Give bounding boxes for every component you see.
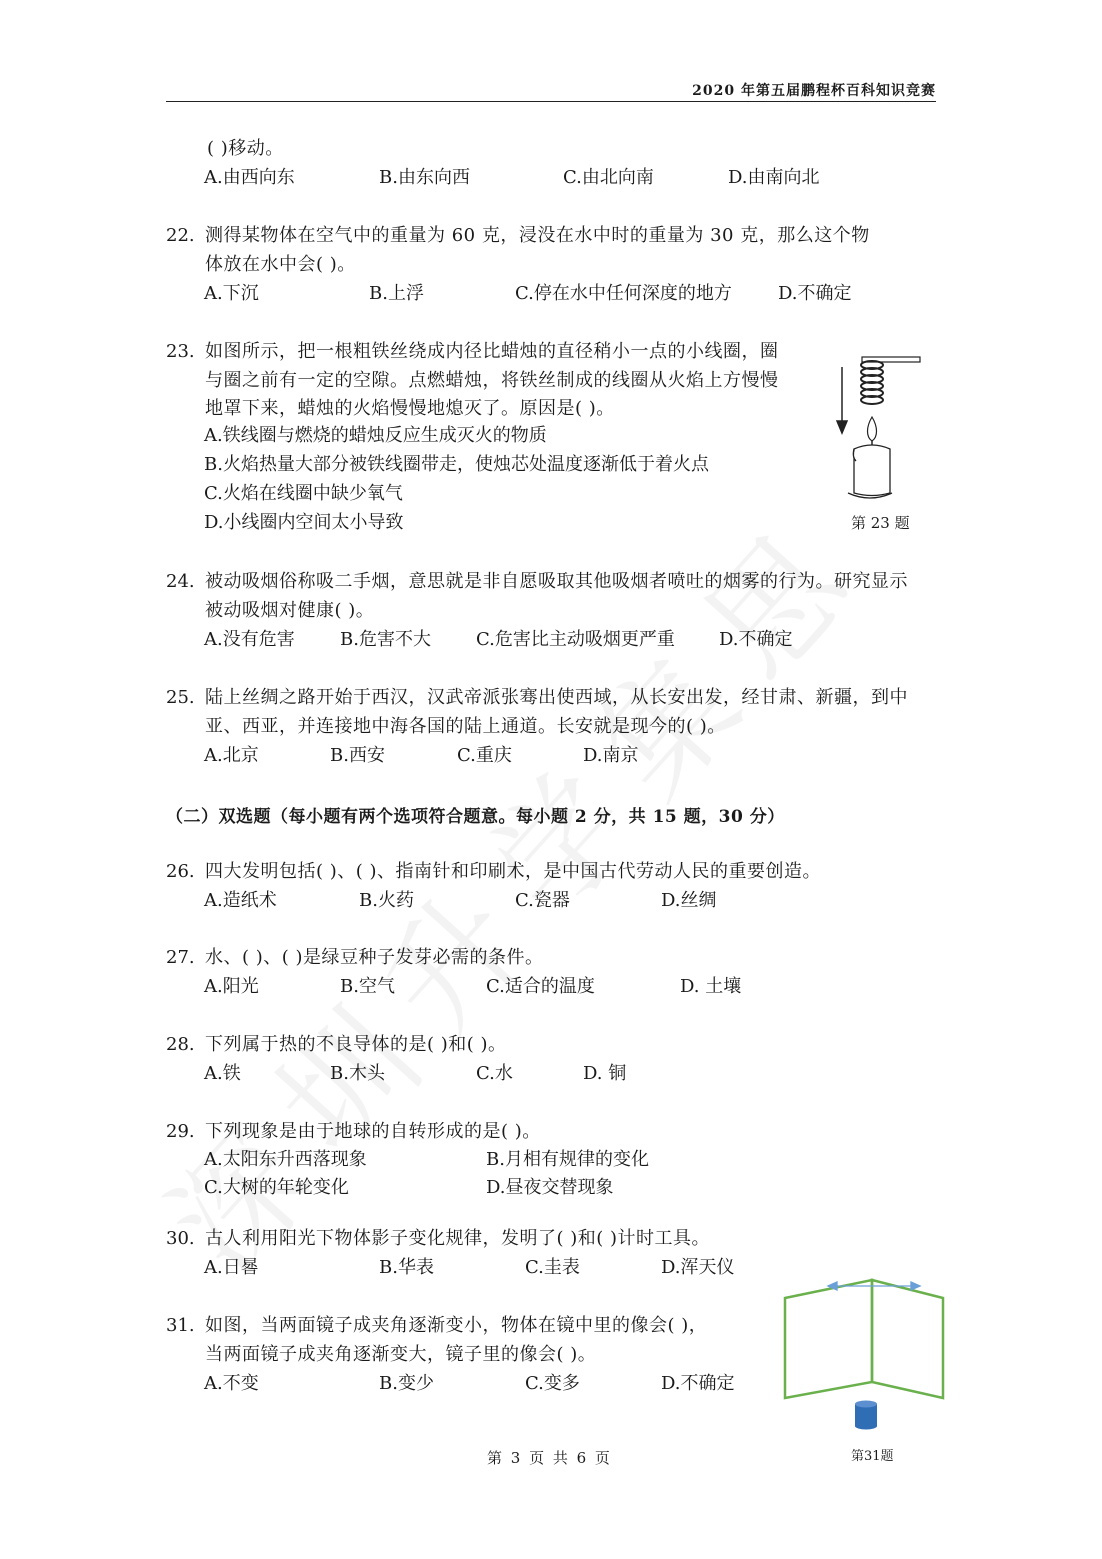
q23-option-d: D.小线圈内空间太小导致 [204, 512, 404, 533]
q22-number: 22. [166, 225, 195, 246]
q29-option-c: C.大树的年轮变化 [204, 1177, 349, 1198]
q27-line-1: 水、( )、( )是绿豆种子发芽必需的条件。 [205, 947, 544, 968]
q31-option-b: B.变少 [379, 1373, 434, 1394]
q22-option-a: A.下沉 [204, 283, 259, 304]
q25-option-c: C.重庆 [457, 745, 512, 766]
q31-figure-caption: 第31题 [851, 1449, 894, 1464]
q25-number: 25. [166, 687, 195, 708]
q23-option-a: A.铁线圈与燃烧的蜡烛反应生成灭火的物质 [204, 425, 547, 446]
header-title: 2020 年第五届鹏程杯百科知识竞赛 [692, 83, 936, 99]
q31-line-1: 如图，当两面镜子成夹角逐渐变小，物体在镜中里的像会( )， [205, 1315, 708, 1336]
candle-coil-figure [830, 345, 930, 505]
section-heading-double-choice: （二）双选题（每小题有两个选项符合题意。每小题 2 分，共 15 题，30 分） [166, 807, 785, 827]
q24-option-a: A.没有危害 [204, 629, 295, 650]
q28-option-c: C.水 [476, 1063, 513, 1084]
q29-option-b: B.月相有规律的变化 [486, 1149, 649, 1170]
q28-option-b: B.木头 [330, 1063, 385, 1084]
q24-option-d: D.不确定 [719, 629, 793, 650]
q27-option-c: C.适合的温度 [486, 976, 595, 997]
q21-line: ( )移动。 [207, 138, 284, 159]
q31-option-a: A.不变 [204, 1373, 259, 1394]
q28-option-d: D. 铜 [583, 1063, 627, 1084]
q25-line-1: 陆上丝绸之路开始于西汉，汉武帝派张骞出使西域，从长安出发，经甘肃、新疆，到中 [205, 687, 908, 708]
q26-option-a: A.造纸术 [204, 890, 277, 911]
q30-option-a: A.日晷 [204, 1257, 259, 1278]
candle-flame [868, 417, 877, 447]
candle-body [848, 445, 892, 498]
q21-option-a: A.由西向东 [204, 167, 295, 188]
q24-option-c: C.危害比主动吸烟更严重 [476, 629, 675, 650]
q29-line-1: 下列现象是由于地球的自转形成的是( )。 [205, 1121, 541, 1142]
q30-option-b: B.华表 [379, 1257, 434, 1278]
object-cylinder [855, 1401, 877, 1430]
q25-line-2: 亚、西亚，并连接地中海各国的陆上通道。长安就是现今的( )。 [205, 716, 726, 737]
q28-number: 28. [166, 1034, 195, 1055]
q30-number: 30. [166, 1228, 195, 1249]
q31-line-2: 当两面镜子成夹角逐渐变大，镜子里的像会( )。 [205, 1344, 597, 1365]
right-mirror [872, 1280, 943, 1398]
q28-option-a: A.铁 [204, 1063, 241, 1084]
q24-option-b: B.危害不大 [340, 629, 431, 650]
left-mirror [785, 1280, 872, 1398]
q24-line-2: 被动吸烟对健康( )。 [205, 600, 375, 621]
q31-option-c: C.变多 [525, 1373, 580, 1394]
q23-figure-caption: 第 23 题 [851, 514, 910, 532]
q30-option-c: C.圭表 [525, 1257, 580, 1278]
q26-line-1: 四大发明包括( )、( )、指南针和印刷术，是中国古代劳动人民的重要创造。 [205, 861, 822, 882]
wire-coil [861, 361, 883, 404]
header-rule [166, 101, 936, 102]
q29-option-a: A.太阳东升西落现象 [204, 1149, 367, 1170]
q25-option-b: B.西安 [330, 745, 385, 766]
q25-option-a: A.北京 [204, 745, 259, 766]
down-arrow [837, 367, 847, 433]
q26-option-c: C.瓷器 [515, 890, 570, 911]
q27-option-a: A.阳光 [204, 976, 259, 997]
q27-option-d: D. 土壤 [680, 976, 742, 997]
q23-option-c: C.火焰在线圈中缺少氧气 [204, 483, 403, 504]
q27-number: 27. [166, 947, 195, 968]
q23-number: 23. [166, 341, 195, 362]
q28-line-1: 下列属于热的不良导体的是( )和( )。 [205, 1034, 507, 1055]
q21-option-d: D.由南向北 [728, 167, 820, 188]
q26-number: 26. [166, 861, 195, 882]
q21-option-c: C.由北向南 [563, 167, 654, 188]
q23-line-3: 地罩下来，蜡烛的火焰慢慢地熄灭了。原因是( )。 [205, 398, 615, 419]
q30-line-1: 古人利用阳光下物体影子变化规律，发明了( )和( )计时工具。 [205, 1228, 711, 1249]
q22-line-1: 测得某物体在空气中的重量为 60 克，浸没在水中时的重量为 30 克，那么这个物 [205, 225, 870, 246]
q27-option-b: B.空气 [340, 976, 395, 997]
q31-option-d: D.不确定 [661, 1373, 735, 1394]
q24-line-1: 被动吸烟俗称吸二手烟，意思就是非自愿吸取其他吸烟者喷吐的烟雾的行为。研究显示 [205, 571, 908, 592]
q22-option-d: D.不确定 [778, 283, 852, 304]
q24-number: 24. [166, 571, 195, 592]
q30-option-d: D.浑天仪 [661, 1257, 735, 1278]
q29-number: 29. [166, 1121, 195, 1142]
q23-line-1: 如图所示，把一根粗铁丝绕成内径比蜡烛的直径稍小一点的小线圈，圈 [205, 341, 779, 362]
q26-option-b: B.火药 [359, 890, 414, 911]
q22-option-b: B.上浮 [369, 283, 424, 304]
q22-line-2: 体放在水中会( )。 [205, 254, 356, 275]
q22-option-c: C.停在水中任何深度的地方 [515, 283, 732, 304]
page-footer: 第 3 页 共 6 页 [487, 1449, 612, 1467]
q31-number: 31. [166, 1315, 195, 1336]
q25-option-d: D.南京 [583, 745, 639, 766]
q21-option-b: B.由东向西 [379, 167, 470, 188]
q29-option-d: D.昼夜交替现象 [486, 1177, 614, 1198]
q26-option-d: D.丝绸 [661, 890, 717, 911]
q23-line-2: 与圈之前有一定的空隙。点燃蜡烛，将铁丝制成的线圈从火焰上方慢慢 [205, 370, 779, 391]
mirrors-figure [780, 1270, 950, 1430]
q23-option-b: B.火焰热量大部分被铁线圈带走，使烛芯处温度逐渐低于着火点 [204, 454, 709, 475]
